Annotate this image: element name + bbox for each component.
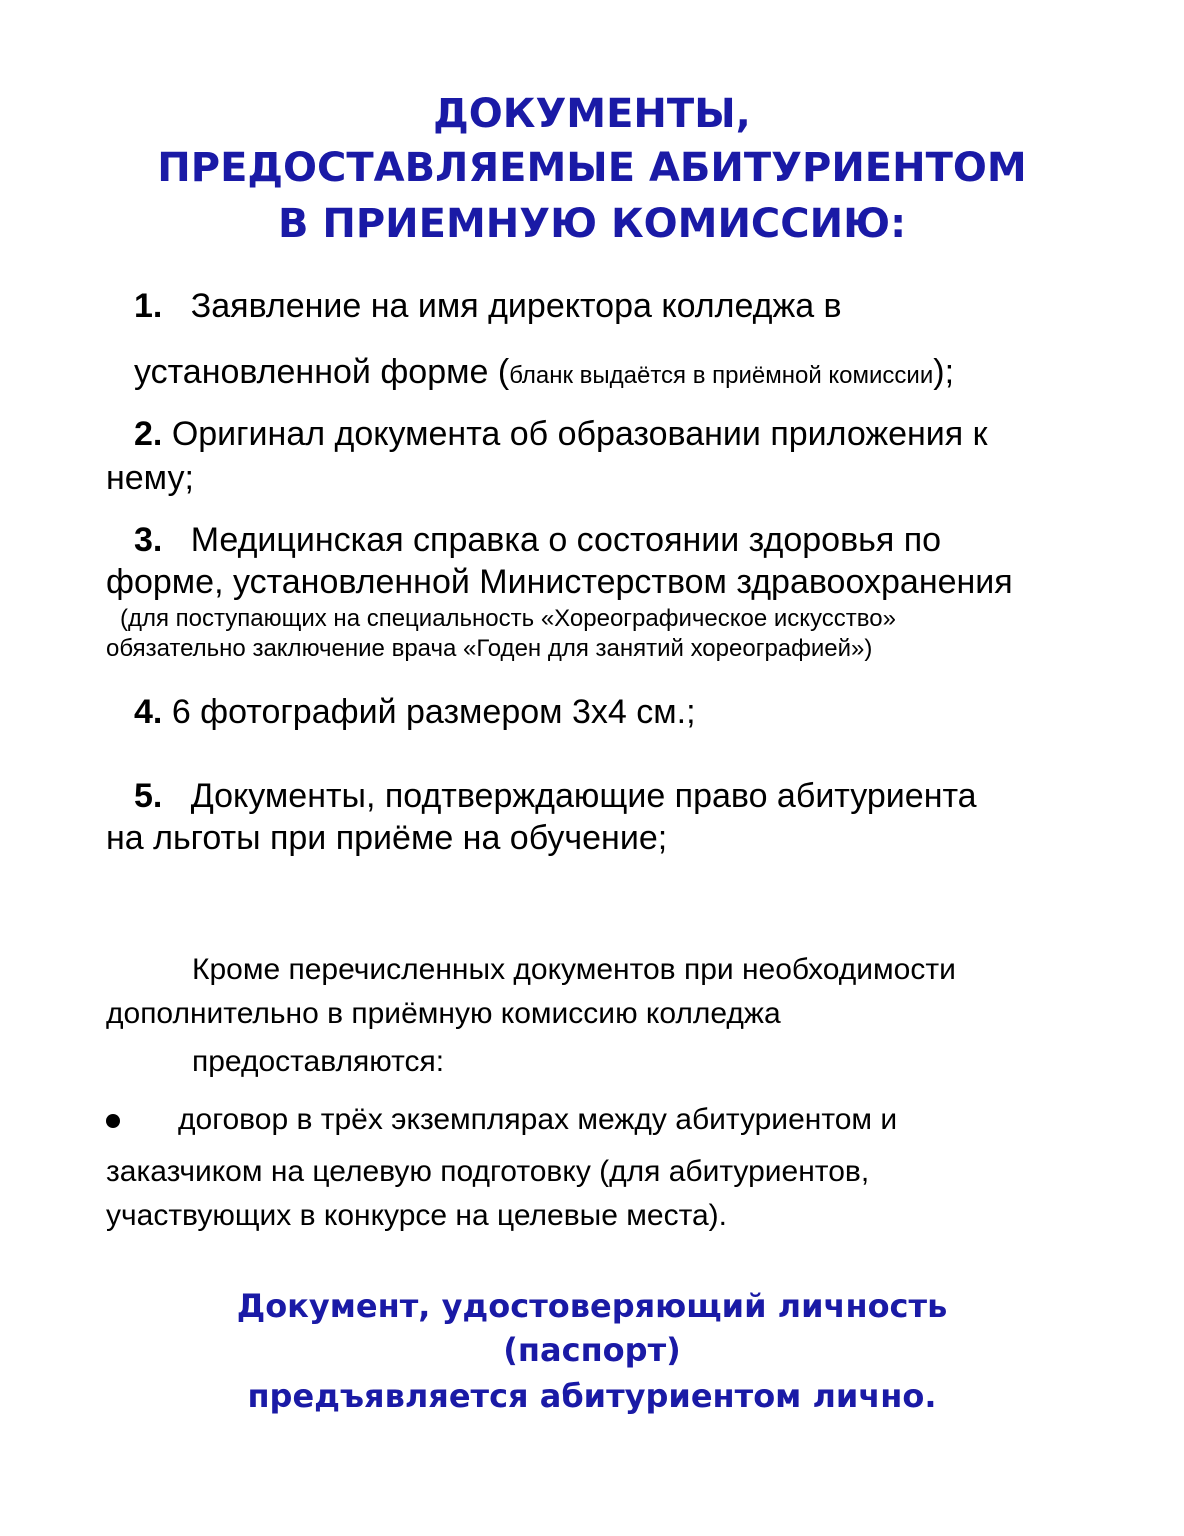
item-4: [134, 692, 696, 732]
item-5: [134, 776, 977, 816]
item-1: [134, 286, 842, 326]
bullet-icon: [106, 1114, 120, 1128]
item-5-text-line-1: Документы, подтверждающие право абитуриента: [190, 777, 977, 815]
item-3-note-line-2: обязательно заключение врача «Годен для занятий хореографией»): [106, 635, 873, 662]
item-4-number: 4.: [134, 693, 163, 731]
item-5-number: 5.: [134, 777, 163, 815]
title-line-1: ДОКУМЕНТЫ,: [433, 91, 751, 137]
item-5-text-line-2: на льготы при приёме на обучение;: [106, 819, 668, 857]
item-1-form-note: бланк выдаётся в приёмной комиссии: [509, 362, 934, 389]
additional-line-3: предоставляются:: [192, 1045, 445, 1078]
item-2: [134, 414, 988, 454]
item-1-line-2: [134, 352, 954, 396]
item-1-text-line-2: установленной форме (: [134, 353, 510, 391]
item-2-text-line-1: Оригинал документа об образовании приложения к: [171, 415, 988, 453]
item-1-text-line-1: Заявление на имя директора колледжа в: [190, 287, 842, 325]
footer-line-3: предъявляется абитуриентом лично.: [247, 1377, 937, 1415]
item-4-text-line-1: 6 фотографий размером 3х4 см.;: [171, 693, 696, 731]
additional-line-2: дополнительно в приёмную комиссию колледжа: [106, 997, 781, 1030]
item-3-text-line-2: форме, установленной Министерством здравоохранения: [106, 563, 1013, 601]
title-line-3: В ПРИЕМНУЮ КОМИССИЮ:: [277, 201, 907, 247]
bullet-line-3: участвующих в конкурсе на целевые места).: [106, 1199, 727, 1232]
item-1-line-end: );: [933, 353, 955, 391]
item-3-note-line-1: (для поступающих на специальность «Хореографическое искусство»: [120, 605, 896, 632]
footer-line-2: (паспорт): [503, 1331, 681, 1369]
footer-line-1: Документ, удостоверяющий личность: [236, 1287, 948, 1325]
item-2-number: 2.: [134, 415, 163, 453]
additional-line-1: Кроме перечисленных документов при необходимости: [192, 953, 956, 986]
item-3: [134, 520, 941, 560]
item-2-text-line-2: нему;: [106, 459, 194, 497]
bullet-line-2: заказчиком на целевую подготовку (для абитуриентов,: [106, 1155, 870, 1188]
title-line-2: ПРЕДОСТАВЛЯЕМЫЕ АБИТУРИЕНТОМ: [157, 145, 1027, 191]
item-3-text-line-1: Медицинская справка о состоянии здоровья по: [190, 521, 942, 559]
bullet-line-1: договор в трёх экземплярах между абитуриентом и: [178, 1103, 898, 1136]
item-1-number: 1.: [134, 287, 163, 325]
item-3-number: 3.: [134, 521, 163, 559]
